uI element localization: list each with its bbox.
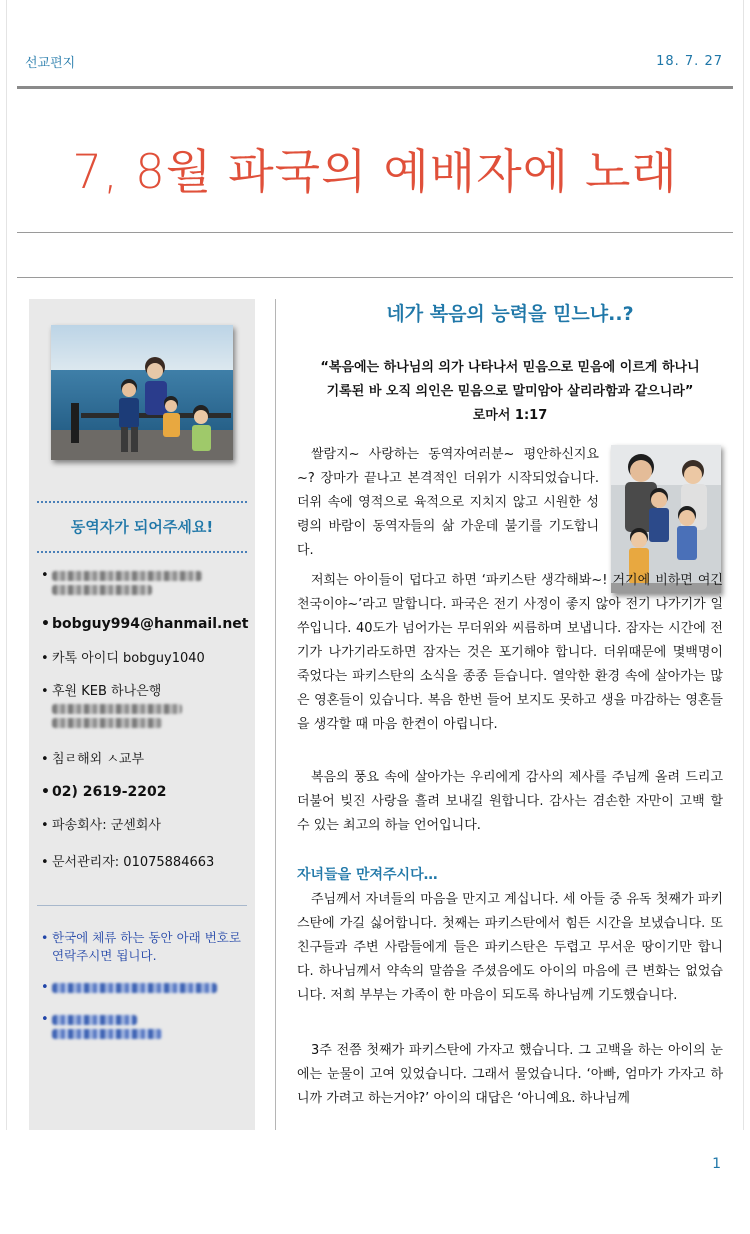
sidebar-dotted-rule-top xyxy=(37,501,247,503)
sidebar-admin xyxy=(41,854,247,871)
sidebar-notice xyxy=(41,929,247,965)
blurred-text xyxy=(52,704,182,714)
bullet-icon: • xyxy=(41,980,49,995)
bullet-icon: • xyxy=(41,1012,49,1027)
bullet-icon: • xyxy=(41,752,49,767)
notice-text: 한국에 체류 하는 동안 아래 번호로 연락주시면 됩니다. xyxy=(52,930,241,963)
family-photo-seaside xyxy=(51,325,233,460)
blurred-text xyxy=(52,718,162,728)
header-rule xyxy=(17,86,733,89)
sidebar-divider xyxy=(37,905,247,906)
sidebar-agency xyxy=(41,817,247,834)
sidebar-heading: 동역자가 되어주세요! xyxy=(70,518,214,536)
bullet-icon: • xyxy=(41,568,49,583)
header-category: 선교편지 xyxy=(25,56,76,71)
sidebar-donation xyxy=(41,683,247,728)
bullet-icon: • xyxy=(41,651,49,666)
blurred-text xyxy=(52,585,152,595)
blurred-text xyxy=(52,571,202,581)
sidebar-blurred-contact-1 xyxy=(41,979,247,995)
paragraph-son: 3주 전쯤 첫째가 파키스탄에 가자고 했습니다. 그 고백을 하는 아이의 눈에는 눈물이 고여 있었습니다. 그래서 물었습니다. ‘아빠, 엄마가 가자고 하니까 가려고 하는거야?’ 아이의 대답은 ‘아니예요. 하나님께 xyxy=(297,1043,723,1106)
bullet-icon: • xyxy=(41,855,49,870)
donation-label: 후원 KEB 하나은행 xyxy=(52,684,162,699)
phone-text: 02) 2619-2202 xyxy=(52,784,167,800)
sidebar-kakao xyxy=(41,650,247,667)
page-number: 1 xyxy=(712,1156,721,1172)
title-rule-upper xyxy=(17,232,733,233)
kakao-text: 카톡 아이디 bobguy1040 xyxy=(52,651,205,666)
bible-verse xyxy=(297,356,723,428)
email-text: bobguy994@hanmail.net xyxy=(52,616,249,632)
paragraph-greeting: 쌀람지~ 사랑하는 동역자여러분~ 평안하신지요~? 장마가 끝나고 본격적인 더위가 시작되었습니다. 더위 속에 영적으로 육적으로 지치지 않고 시원한 성령의 바람이 동역자들의 삶 가운데 불기를 기도합니다. xyxy=(297,447,599,558)
sidebar-dotted-rule-bottom xyxy=(37,551,247,553)
sidebar-email xyxy=(41,616,249,633)
header-date: 18. 7. 27 xyxy=(656,54,723,69)
sidebar xyxy=(29,299,255,1130)
title-rule-lower xyxy=(17,277,733,278)
admin-text: 문서관리자: 01075884663 xyxy=(52,855,215,870)
paragraph-thanks: 복음의 풍요 속에 살아가는 우리에게 감사의 제사를 주님께 올려 드리고 더불어 빚진 사랑을 흘려 보내길 원합니다. 감사는 겸손한 자만이 고백 할 수 있는 최고의 하늘 언어입니다. xyxy=(297,770,723,833)
bullet-icon: • xyxy=(41,784,50,800)
verse-line-2: 기록된 바 오직 의인은 믿음으로 말미암아 살리라함과 같으니라” xyxy=(326,384,694,399)
verse-reference: 로마서 1:17 xyxy=(472,408,548,423)
sidebar-phone xyxy=(41,784,247,801)
bullet-icon: • xyxy=(41,684,49,699)
sidebar-blurred-contact-2 xyxy=(41,1011,247,1039)
paragraph-heat: 저희는 아이들이 덥다고 하면 ‘파키스탄 생각해봐~! 거기에 비하면 여긴 천국이야~’라고 말합니다. 파국은 전기 사정이 좋지 않아 전기 나가기가 일쑤입니다. 40도가 넘어가는 무더위와 씨름하며 보냅니다. 잠자는 시간에 전기가 나가기라도하면 잠자는 것은 포기해야 합니다. 더위때문에 몇백명이 죽었다는 파키스탄의 소식을 종종 듣습니다. 열악한 환경 속에 살아가는 많은 영혼들이 있습니다. 복음 한번 들어 보지도 못하고 생을 마감하는 영혼들을 생각할 때 마음 한켠이 아립니다. xyxy=(297,573,723,732)
sidebar-blurred-address xyxy=(41,567,247,595)
bullet-icon: • xyxy=(41,616,50,632)
blurred-text xyxy=(52,1029,162,1039)
blurred-text xyxy=(52,983,217,993)
sidebar-church xyxy=(41,751,247,768)
page-title: 7, 8월 파국의 예배자에 노래 xyxy=(72,145,678,200)
bullet-icon: • xyxy=(41,818,49,833)
church-text: 침ㄹ해외 ㅅ교부 xyxy=(52,752,145,767)
bullet-icon: • xyxy=(41,930,49,945)
main-heading: 네가 복음의 능력을 믿느냐..? xyxy=(386,303,634,325)
column-divider xyxy=(275,299,276,1130)
subheading-children: 자녀들을 만져주시다… xyxy=(297,867,438,883)
paragraph-children: 주님께서 자녀들의 마음을 만지고 계십니다. 세 아들 중 유독 첫째가 파키스탄에 가길 싫어합니다. 첫째는 파키스탄에서 힘든 시간을 보냈습니다. 또 친구들과 주변 사람들에게 들은 파키스탄은 두렵고 무서운 땅이기만 합니다. 하나님께서 약속의 말씀을 주셨음에도 아이의 마음에 큰 변화는 없었습니다. 저희 부부는 가족이 한 마음이 되도록 하나님께 기도했습니다. xyxy=(297,892,723,1003)
verse-line-1: “복음에는 하나님의 의가 나타나서 믿음으로 믿음에 이르게 하나니 xyxy=(320,360,700,375)
blurred-text xyxy=(52,1015,137,1025)
agency-text: 파송회사: 군센회사 xyxy=(52,818,161,833)
